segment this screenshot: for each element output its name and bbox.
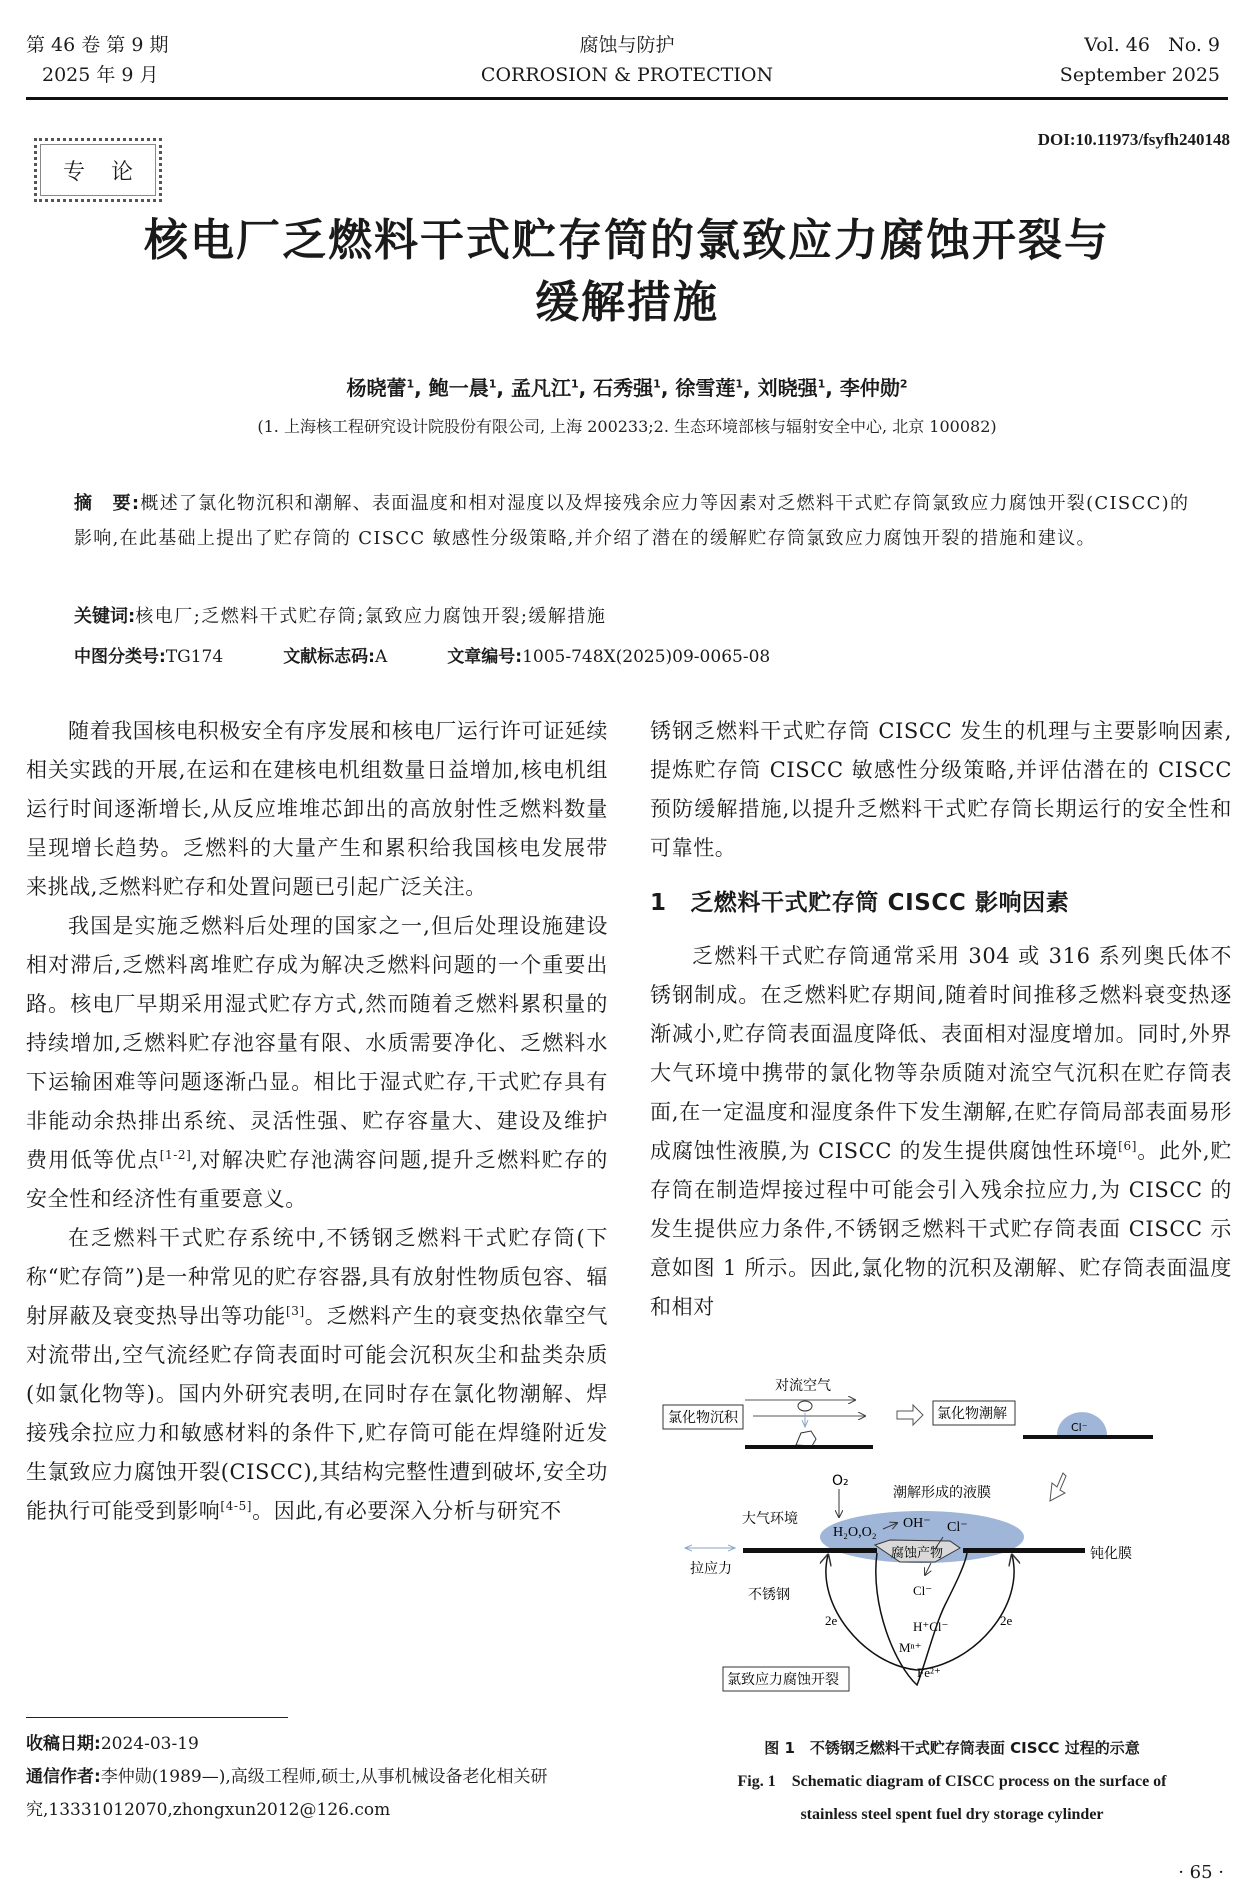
author: 杨晓蕾 (346, 376, 407, 400)
paragraph: 在乏燃料干式贮存系统中,不锈钢乏燃料干式贮存筒(下称“贮存筒”)是一种常见的贮存容器,具有放射性物质包容、辐射屏蔽及衰变热导出等功能[3]。乏燃料产生的衰变热依靠空气对流带出,空气流经贮存筒表面时可能会沉积灰尘和盐类杂质(如氯化物等)。国内外研究表明,在同时存在氯化物潮解、焊接残余拉应力和敏感材料的条件下,贮存筒可能在焊缝附近发生氯致应力腐蚀开裂(CISCC),其结构完整性遭到破坏,安全功能执行可能受到影响[4-5]。因此,有必要深入分析与研究不 (26, 1226, 608, 1523)
label-h2o-o2: H₂O,O₂ (833, 1525, 877, 1540)
caption-zh: 图 1 不锈钢乏燃料干式贮存筒表面 CISCC 过程的示意 (764, 1739, 1140, 1757)
article-number: 文章编号:1005-748X(2025)09-0065-08 (447, 647, 771, 667)
author: 孟凡江 (510, 376, 571, 400)
label-tensile-stress: 拉应力 (690, 1561, 732, 1577)
label-convection-air: 对流空气 (775, 1378, 831, 1394)
date-zh: 2025 年 9 月 (42, 64, 159, 86)
running-header-right (1060, 30, 1220, 90)
affiliation-mark: 1 (488, 377, 497, 391)
label-electrons-right: 2e (1000, 1613, 1013, 1628)
label-passive-film: 钝化膜 (1090, 1546, 1132, 1562)
page-number: · 65 · (1178, 1862, 1224, 1883)
label-electrons-left: 2e (825, 1613, 838, 1628)
received-date: 收稿日期:2024-03-19 (26, 1734, 199, 1754)
label-droplet-ion: Cl⁻ (1071, 1421, 1088, 1434)
label-hcl: H⁺Cl⁻ (913, 1619, 949, 1634)
volume-issue-en: Vol. 46 No. 9 (1084, 34, 1220, 56)
journal-name-zh: 腐蚀与防护 (579, 34, 675, 56)
header-rule (26, 97, 1228, 100)
author-list: 杨晓蕾$^1$, 鲍一晨$^1$, 孟凡江$^1$, 石秀强$^1$, 徐雪莲$^1$, 刘晓强$^1$, 李仲勋$^2$ (346, 376, 908, 400)
author: 石秀强 (593, 376, 654, 400)
affiliation-mark: 1 (406, 377, 415, 391)
footnote-rule (26, 1717, 288, 1718)
affiliation-mark: 1 (653, 377, 661, 391)
figure-1-ciscc-schematic (655, 1365, 1245, 1715)
label-fe-ion: Fe²⁺ (917, 1665, 941, 1680)
title-line-1: 核电厂乏燃料干式贮存筒的氯致应力腐蚀开裂与 (144, 215, 1110, 266)
paragraph: 我国是实施乏燃料后处理的国家之一,但后处理设施建设相对滞后,乏燃料离堆贮存成为解决乏燃料问题的一个重要出路。核电厂早期采用湿式贮存方式,然而随着乏燃料累积量的持续增加,乏燃料贮存池容量有限、水质需要净化、乏燃料水下运输困难等问题逐渐凸显。相比于湿式贮存,干式贮存具有非能动余热排出系统、灵活性强、贮存容量大、建设及维护费用低等优点[1-2],对解决贮存池满容问题,提升乏燃料贮存的安全性和经济性有重要意义。 (26, 914, 608, 1211)
label-atmosphere: 大气环境 (742, 1511, 798, 1527)
author: 刘晓强 (757, 376, 818, 400)
body-right-column (650, 712, 1232, 1327)
label-cl-top: Cl⁻ (947, 1520, 968, 1535)
abstract (74, 486, 1204, 556)
doi[interactable]: DOI:10.11973/fsyfh240148 (1037, 130, 1230, 149)
label-o2: O₂ (832, 1473, 849, 1489)
column-tag: 专论 (34, 138, 162, 202)
affiliation-mark: 2 (899, 377, 908, 391)
body-left-column (26, 712, 608, 1531)
label-metal-ion: Mⁿ⁺ (899, 1640, 922, 1655)
date-en: September 2025 (1059, 64, 1220, 86)
author: 鲍一晨 (428, 376, 489, 400)
label-chloride-deposition: 氯化物沉积 (668, 1410, 738, 1426)
section-heading-1: 1 乏燃料干式贮存筒 CISCC 影响因素 (650, 890, 1070, 916)
keywords-label: 关键词: (74, 606, 136, 627)
keywords-text: 核电厂;乏燃料干式贮存筒;氯致应力腐蚀开裂;缓解措施 (135, 606, 607, 627)
footnote (26, 1728, 616, 1827)
journal-name-en: CORROSION & PROTECTION (480, 64, 774, 86)
caption-en-line-1: Fig. 1 Schematic diagram of CISCC process on the surface of (737, 1773, 1167, 1790)
label-oh: OH⁻ (903, 1516, 931, 1531)
affiliation-mark: 1 (735, 377, 744, 391)
affiliations: (1. 上海核工程研究设计院股份有限公司, 上海 200233;2. 生态环境部核与辐射安全中心, 北京 100082) (257, 417, 997, 436)
abstract-text: 概述了氯化物沉积和潮解、表面温度和相对湿度以及焊接残余应力等因素对乏燃料干式贮存筒氯致应力腐蚀开裂(CISCC)的影响,在此基础上提出了贮存筒的 CISCC 敏感性分级策略,并介绍了潜在的缓解贮存筒氯致应力腐蚀开裂的措施和建议。 (74, 493, 1190, 549)
title-line-2: 缓解措施 (535, 277, 719, 328)
label-stainless-steel: 不锈钢 (748, 1587, 790, 1603)
classification-info (74, 642, 770, 667)
label-corrosion-product: 腐蚀产物 (891, 1546, 944, 1561)
clc-number: 中图分类号:TG174 (74, 647, 224, 667)
volume-issue-zh: 第 46 卷 第 9 期 (26, 34, 169, 56)
paragraph: 锈钢乏燃料干式贮存筒 CISCC 发生的机理与主要影响因素,提炼贮存筒 CISCC 敏感性分级策略,并评估潜在的 CISCC 预防缓解措施,以提升乏燃料干式贮存筒长期运行的安全性和可靠性。 (650, 719, 1232, 860)
author: 李仲勋 (839, 376, 900, 400)
paragraph: 乏燃料干式贮存筒通常采用 304 或 316 系列奥氏体不锈钢制成。在乏燃料贮存期间,随着时间推移乏燃料衰变热逐渐减小,贮存筒表面温度降低、表面相对湿度增加。同时,外界大气环境中携带的氯化物等杂质随对流空气沉积在贮存筒表面,在一定温度和湿度条件下发生潮解,在贮存筒局部表面易形成腐蚀性液膜,为 CISCC 的发生提供腐蚀性环境[6]。此外,贮存筒在制造焊接过程中可能会引入残余拉应力,为 CISCC 的发生提供应力条件,不锈钢乏燃料干式贮存筒表面 CISCC 示意如图 1 所示。因此,氯化物的沉积及潮解、贮存筒表面温度和相对 (650, 944, 1232, 1319)
label-ciscc: 氯致应力腐蚀开裂 (727, 1672, 839, 1688)
label-chloride-deliquescence: 氯化物潮解 (937, 1406, 1007, 1422)
corresponding-author: 通信作者:李仲勋(1989—),高级工程师,硕士,从事机械设备老化相关研究,13331012070,zhongxun2012@126.com (26, 1767, 548, 1820)
citation-ref[interactable]: [3] (285, 1304, 305, 1318)
author: 徐雪莲 (675, 376, 736, 400)
document-code: 文献标志码:A (283, 647, 388, 667)
label-liquid-film: 潮解形成的液膜 (893, 1485, 991, 1501)
figure-1-caption (650, 1732, 1254, 1831)
citation-ref[interactable]: [6] (1118, 1139, 1137, 1153)
citation-ref[interactable]: [1-2] (159, 1148, 192, 1162)
affiliation-mark: 1 (817, 377, 826, 391)
keywords (74, 602, 606, 628)
article-title (0, 210, 1254, 334)
caption-en-line-2: stainless steel spent fuel dry storage cylinder (800, 1806, 1104, 1823)
abstract-label: 摘 要: (74, 493, 141, 514)
label-cl-mid: Cl⁻ (913, 1583, 933, 1598)
affiliation-mark: 1 (570, 377, 579, 391)
paragraph: 随着我国核电积极安全有序发展和核电厂运行许可证延续相关实践的开展,在运和在建核电机组数量日益增加,核电机组运行时间逐渐增长,从反应堆堆芯卸出的高放射性乏燃料数量呈现增长趋势。乏燃料的大量产生和累积给我国核电发展带来挑战,乏燃料贮存和处置问题已引起广泛关注。 (26, 719, 608, 899)
citation-ref[interactable]: [4-5] (220, 1499, 253, 1513)
